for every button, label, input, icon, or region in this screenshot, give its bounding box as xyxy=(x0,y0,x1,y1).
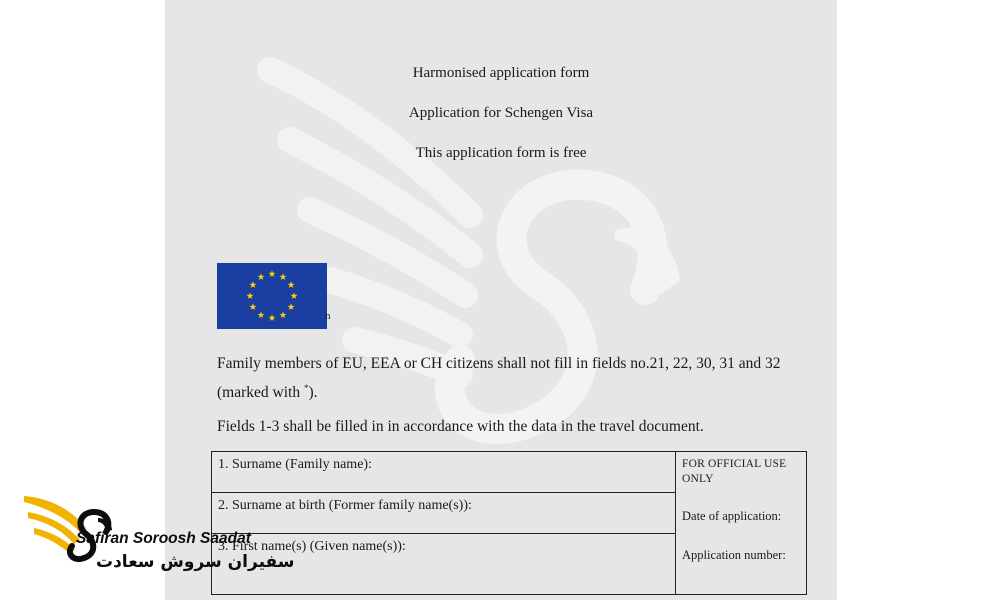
flag-caption-fragment: n xyxy=(325,310,331,322)
form-subtitle: Application for Schengen Visa xyxy=(408,105,594,121)
eu-star-icon xyxy=(269,314,276,321)
family-members-end: ). xyxy=(308,384,318,402)
eu-star-icon xyxy=(258,273,265,280)
field-surname[interactable] xyxy=(212,452,676,493)
eu-star-icon xyxy=(291,292,298,299)
company-name-fa: سفیران سروش سعادت xyxy=(96,552,295,572)
eu-star-icon xyxy=(247,292,254,299)
date-of-application-label: Date of application: xyxy=(682,509,782,523)
field-label: 2. Surname at birth (Former family name(s)): xyxy=(218,498,472,513)
field-label: 1. Surname (Family name): xyxy=(218,457,372,472)
eu-star-icon xyxy=(288,281,295,288)
official-use-box xyxy=(676,452,807,595)
eu-star-icon xyxy=(280,273,287,280)
eu-star-icon xyxy=(250,303,257,310)
application-number-label: Application number: xyxy=(682,548,786,562)
free-form-note: This application form is free xyxy=(415,145,587,161)
fields-note: Fields 1-3 shall be filled in in accordance with the data in the travel document. xyxy=(217,418,704,435)
field-label: 3. First name(s) (Given name(s)): xyxy=(218,539,406,554)
eu-flag-icon xyxy=(217,263,327,329)
eu-star-icon xyxy=(258,311,265,318)
family-members-text: Family members of EU, EEA or CH citizens shall not fill in fields no.21, 22, 30, 31 and 32 (marked with xyxy=(217,355,781,402)
company-name-en: Safiran Soroosh Saadat xyxy=(76,530,251,547)
form-title-line: Harmonised application form xyxy=(412,65,590,81)
eu-star-icon xyxy=(288,303,295,310)
eu-star-icon xyxy=(250,281,257,288)
family-members-notice xyxy=(217,352,817,405)
asterisk-mark: * xyxy=(303,383,309,393)
official-use-heading: FOR OFFICIAL USE ONLY xyxy=(682,458,787,485)
eu-star-icon xyxy=(280,311,287,318)
eu-star-icon xyxy=(269,270,276,277)
